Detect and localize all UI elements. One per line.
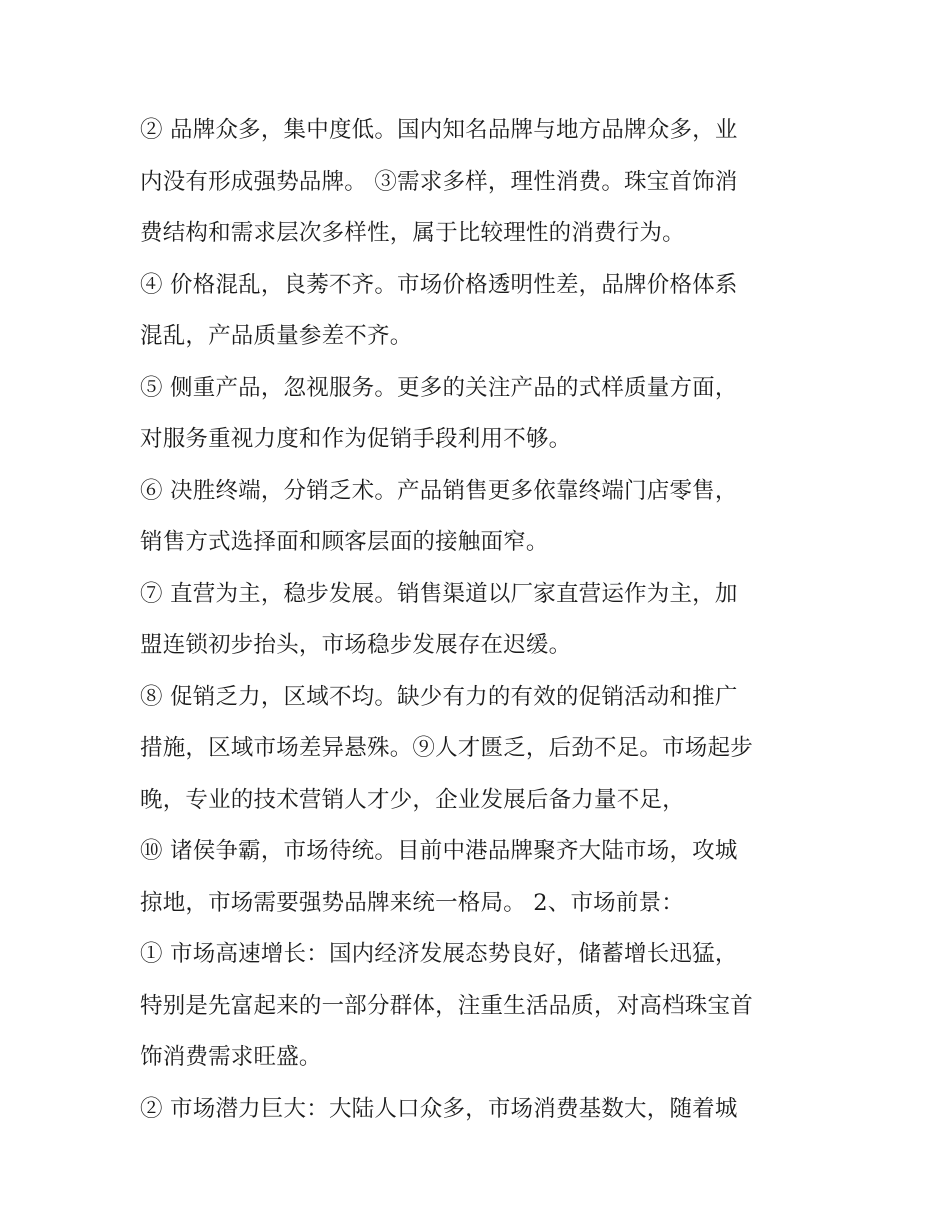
text-line: ② 品牌众多，集中度低。国内知名品牌与地方品牌众多，业 xyxy=(140,117,738,143)
text-line: 对服务重视力度和作为促销手段利用不够。 xyxy=(140,426,572,452)
text-line: ⑥ 决胜终端，分销乏术。产品销售更多依靠终端门店零售， xyxy=(140,477,738,504)
text-line: 晚，专业的技术营销人才少，企业发展后备力量不足， xyxy=(140,786,685,813)
text-line: ⑤ 侧重产品，忽视服务。更多的关注产品的式样质量方面， xyxy=(140,374,738,401)
text-line: 特别是先富起来的一部分群体，注重生活品质，对高档珠宝首 xyxy=(140,992,753,1019)
text-line: 盟连锁初步抬头，市场稳步发展存在迟缓。 xyxy=(140,632,572,658)
text-line: ① 市场高速增长：国内经济发展态势良好，储蓄增长迅猛， xyxy=(140,941,738,967)
text-line: ④ 价格混乱，良莠不齐。市场价格透明性差，品牌价格体系 xyxy=(140,271,738,298)
text-line: 混乱，产品质量参差不齐。 xyxy=(140,323,413,349)
text-line: ⑩ 诸侯争霸，市场待统。目前中港品牌聚齐大陆市场，攻城 xyxy=(140,838,738,864)
text-line: 费结构和需求层次多样性，属于比较理性的消费行为。 xyxy=(140,220,685,246)
text-line: ⑦ 直营为主，稳步发展。销售渠道以厂家直营运作为主，加 xyxy=(140,580,738,607)
text-line: 内没有形成强势品牌。 ③需求多样，理性消费。珠宝首饰消 xyxy=(140,168,738,195)
text-line: 饰消费需求旺盛。 xyxy=(140,1044,322,1070)
text-line: 措施，区域市场差异悬殊。⑨人才匮乏，后劲不足。市场起步 xyxy=(140,735,753,761)
body-text xyxy=(140,110,830,1140)
text-line: 销售方式选择面和顾客层面的接触面窄。 xyxy=(140,529,549,555)
text-line: 掠地，市场需要强势品牌来统一格局。 2、市场前景： xyxy=(140,889,684,916)
text-line: ⑧ 促销乏力，区域不均。缺少有力的有效的促销活动和推广 xyxy=(140,683,738,710)
text-line: ② 市场潜力巨大：大陆人口众多，市场消费基数大，随着城 xyxy=(140,1095,738,1122)
